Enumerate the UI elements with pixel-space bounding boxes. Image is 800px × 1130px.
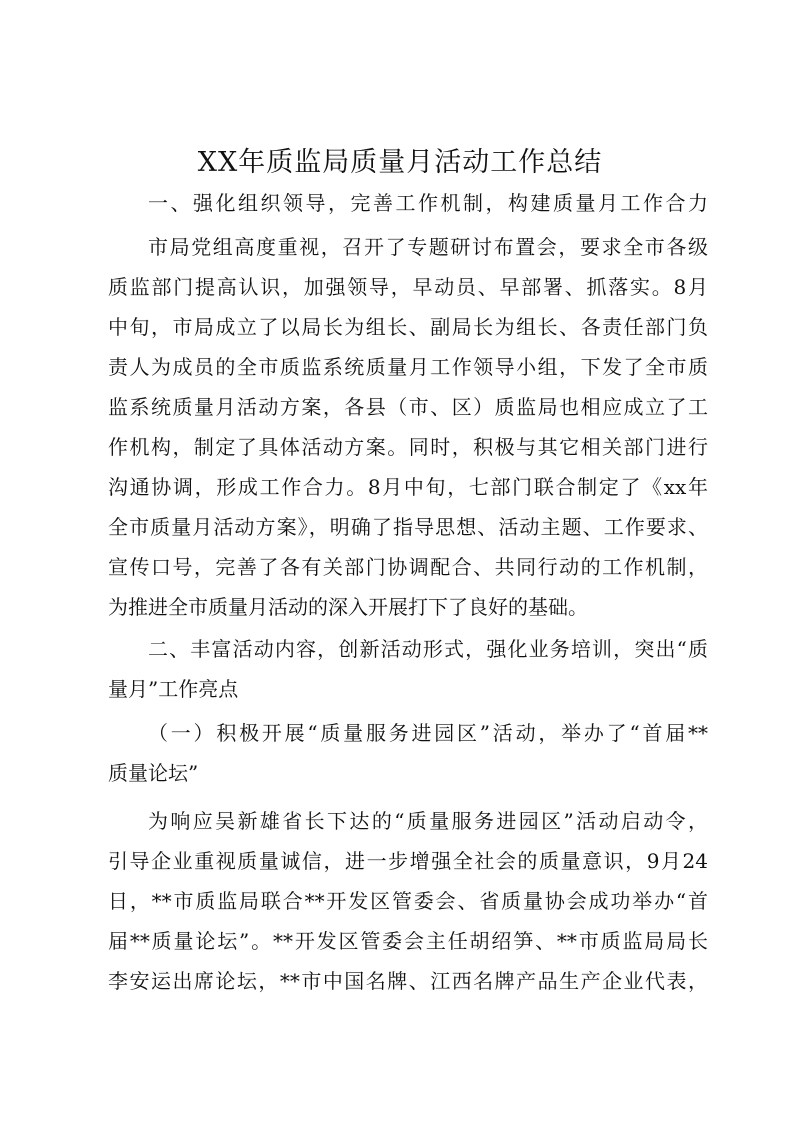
paragraph-line: 全市质量月活动方案》，明确了指导思想、活动主题、工作要求、: [108, 515, 708, 539]
section-heading-1: 一、强化组织领导，完善工作机制，构建质量月工作合力: [148, 191, 708, 215]
document-title: XX年质监局质量月活动工作总结: [197, 147, 603, 178]
paragraph-line: 责人为成员的全市质监系统质量月工作领导小组，下发了全市质: [108, 355, 708, 379]
paragraph-line: 沟通协调，形成工作合力。8月中旬，七部门联合制定了《xx年: [108, 475, 708, 499]
section-heading-2: 二、丰富活动内容，创新活动形式，强化业务培训，突出“质: [148, 637, 708, 661]
paragraph-line: 李安运出席论坛，**市中国名牌、江西名牌产品生产企业代表，: [108, 969, 708, 993]
paragraph-line: 届**质量论坛”。**开发区管委会主任胡绍笋、**市质监局局长: [108, 929, 708, 953]
paragraph-line: 为响应吴新雄省长下达的“质量服务进园区”活动启动令，: [148, 809, 708, 833]
subsection-heading-cont: 质量论坛”: [108, 761, 199, 785]
paragraph-line: 日，**市质监局联合**开发区管委会、省质量协会成功举办“首: [108, 889, 708, 913]
paragraph-line: 市局党组高度重视，召开了专题研讨布置会，要求全市各级: [148, 235, 708, 259]
subsection-heading: （一）积极开展“质量服务进园区”活动，举办了“首届**: [148, 721, 708, 745]
paragraph-line: 监系统质量月活动方案，各县（市、区）质监局也相应成立了工: [108, 395, 708, 419]
paragraph-line: 质监部门提高认识，加强领导，早动员、早部署、抓落实。8月: [108, 275, 708, 299]
paragraph-line: 为推进全市质量月活动的深入开展打下了良好的基础。: [108, 595, 588, 619]
paragraph-line: 中旬，市局成立了以局长为组长、副局长为组长、各责任部门负: [108, 315, 708, 339]
paragraph-line: 引导企业重视质量诚信，进一步增强全社会的质量意识，9月24: [108, 849, 708, 873]
paragraph-line: 作机构，制定了具体活动方案。同时，积极与其它相关部门进行: [108, 435, 708, 459]
paragraph-line: 宣传口号，完善了各有关部门协调配合、共同行动的工作机制，: [108, 555, 708, 579]
section-heading-2-cont: 量月”工作亮点: [108, 677, 239, 701]
